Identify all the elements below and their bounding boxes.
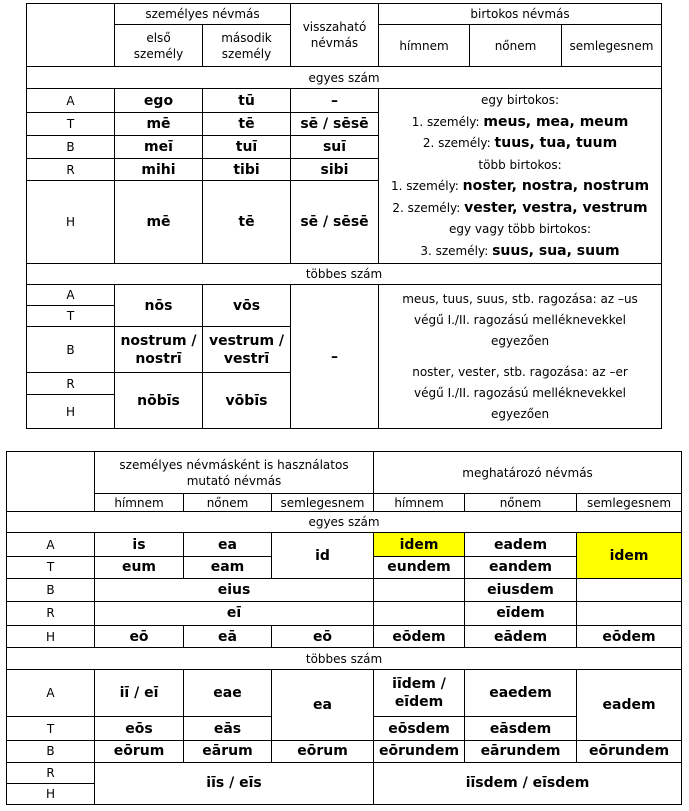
second-person-form: tū [203, 89, 291, 113]
second-person-form: vōbīs [203, 373, 291, 429]
neut-header: semlegesnem [562, 25, 662, 67]
idem-fem-form: eandem [465, 556, 577, 578]
idem-fem-form: eīdem [465, 601, 577, 625]
is-fem-form: eā [184, 625, 272, 647]
possessive-line: 2. személy: vester, vestra, vestrum [392, 199, 648, 216]
idem-fem-form: eārundem [465, 740, 577, 762]
empty-cell [374, 601, 465, 625]
second-person-form: tē [203, 113, 291, 136]
is-fem-form: ea [184, 533, 272, 556]
case-label: H [7, 783, 95, 804]
reflexive-form: sē / sēsē [291, 181, 379, 264]
is-masc-form: eōs [95, 717, 184, 740]
note-line: végű I./II. ragozású melléknevekkel [414, 385, 626, 400]
possessive-line: több birtokos: [478, 157, 562, 172]
first-person-form: nōbīs [115, 373, 203, 429]
idem-fem-form: eiusdem [465, 578, 577, 601]
case-label: R [27, 373, 115, 395]
case-label: A [7, 533, 95, 556]
first-person-form: mē [115, 181, 203, 264]
corner-cell [7, 452, 95, 512]
empty-cell [577, 601, 682, 625]
idem-fem-form: eadem [465, 533, 577, 556]
is-fem-form: eam [184, 556, 272, 578]
idem-masc-form: eōrundem [374, 740, 465, 762]
second-person-header: második személy [203, 25, 291, 67]
possessive-line: 1. személy: meus, mea, meum [411, 113, 629, 130]
masc-header: hímnem [379, 25, 470, 67]
case-label: R [7, 762, 95, 783]
second-person-form: vestrum / vestrī [203, 327, 291, 373]
neut-header: semlegesnem [272, 494, 374, 512]
is-masc-form: eō [95, 625, 184, 647]
possessive-description [379, 89, 662, 264]
personal-pronoun-table [26, 3, 662, 429]
reflexive-form: – [291, 89, 379, 113]
is-masc-form: is [95, 533, 184, 556]
idem-masc-form: iīdem / eīdem [374, 670, 465, 717]
is-neut-form: ea [272, 670, 374, 740]
possessive-line: egy birtokos: [481, 93, 560, 107]
is-neut-form: eōrum [272, 740, 374, 762]
is-masc-form: eum [95, 556, 184, 578]
is-all-genders-form: eī [95, 601, 374, 625]
second-person-form: tē [203, 181, 291, 264]
case-label: H [27, 395, 115, 429]
case-label: T [7, 556, 95, 578]
note-line: noster, vester, stb. ragozása: az –er [412, 364, 628, 379]
second-person-form: tibi [203, 159, 291, 181]
plural-section-label: többes szám [27, 264, 662, 285]
idem-neut-form: idem [577, 533, 682, 578]
second-person-form: tuī [203, 136, 291, 159]
note-line: meus, tuus, suus, stb. ragozása: az –us [402, 291, 638, 306]
fem-header: nőnem [184, 494, 272, 512]
case-label: R [27, 159, 115, 181]
case-label: A [7, 670, 95, 717]
fem-header: nőnem [470, 25, 562, 67]
idem-masc-form: idem [374, 533, 465, 556]
first-person-form: mē [115, 113, 203, 136]
case-label: R [7, 601, 95, 625]
masc-header: hímnem [374, 494, 465, 512]
first-person-form: meī [115, 136, 203, 159]
reflexive-header: visszaható névmás [291, 4, 379, 67]
possessive-declension-note [379, 285, 662, 429]
case-label: H [27, 181, 115, 264]
possessive-header: birtokos névmás [379, 4, 662, 25]
idem-masc-form: eōdem [374, 625, 465, 647]
plural-section-label: többes szám [7, 648, 682, 670]
reflexive-form: – [291, 285, 379, 429]
note-line: egyezően [490, 333, 550, 348]
corner-cell [27, 4, 115, 67]
note-line: egyezően [490, 406, 550, 421]
case-label: B [27, 327, 115, 373]
is-fem-form: eās [184, 717, 272, 740]
case-label: T [27, 306, 115, 327]
is-all-genders-form: eius [95, 578, 374, 601]
singular-section-label: egyes szám [27, 67, 662, 89]
masc-header: hímnem [95, 494, 184, 512]
idem-neut-form: eadem [577, 670, 682, 740]
idem-dative-ablative-form: iīsdem / eīsdem [374, 762, 682, 804]
possessive-line: 2. személy: tuus, tua, tuum [422, 135, 618, 151]
idem-neut-form: eōdem [577, 625, 682, 647]
idem-masc-form: eōsdem [374, 717, 465, 740]
second-person-form: vōs [203, 285, 291, 327]
is-neut-form: id [272, 533, 374, 578]
first-person-form: ego [115, 89, 203, 113]
case-label: T [7, 717, 95, 740]
first-person-form: nōs [115, 285, 203, 327]
possessive-line: 1. személy: noster, nostra, nostrum [390, 178, 650, 194]
neut-header: semlegesnem [577, 494, 682, 512]
fem-header: nőnem [465, 494, 577, 512]
case-label: A [27, 285, 115, 306]
first-person-form: mihi [115, 159, 203, 181]
possessive-line: 3. személy: suus, sua, suum [420, 242, 620, 259]
is-fem-form: eae [184, 670, 272, 717]
case-label: A [27, 89, 115, 113]
reflexive-form: sē / sēsē [291, 113, 379, 136]
note-line: végű I./II. ragozású melléknevekkel [414, 312, 626, 327]
personal-header: személyes névmás [115, 4, 291, 25]
idem-fem-form: eāsdem [465, 717, 577, 740]
case-label: B [7, 578, 95, 601]
demonstrative-header: személyes névmásként is használatos mutató névmás [95, 452, 374, 494]
empty-cell [577, 578, 682, 601]
is-masc-form: iī / eī [95, 670, 184, 717]
reflexive-form: suī [291, 136, 379, 159]
determinative-header: meghatározó névmás [374, 452, 682, 494]
reflexive-form: sibi [291, 159, 379, 181]
is-fem-form: eārum [184, 740, 272, 762]
is-dative-ablative-form: iīs / eīs [95, 762, 374, 804]
first-person-header: első személy [115, 25, 203, 67]
first-person-form: nostrum / nostrī [115, 327, 203, 373]
possessive-line: egy vagy több birtokos: [448, 222, 592, 236]
case-label: B [7, 740, 95, 762]
idem-fem-form: eādem [465, 625, 577, 647]
demonstrative-pronoun-table [6, 451, 682, 805]
case-label: B [27, 136, 115, 159]
idem-fem-form: eaedem [465, 670, 577, 717]
is-neut-form: eō [272, 625, 374, 647]
case-label: T [27, 113, 115, 136]
idem-masc-form: eundem [374, 556, 465, 578]
singular-section-label: egyes szám [7, 512, 682, 533]
is-masc-form: eōrum [95, 740, 184, 762]
case-label: H [7, 625, 95, 647]
idem-neut-form: eōrundem [577, 740, 682, 762]
empty-cell [374, 578, 465, 601]
